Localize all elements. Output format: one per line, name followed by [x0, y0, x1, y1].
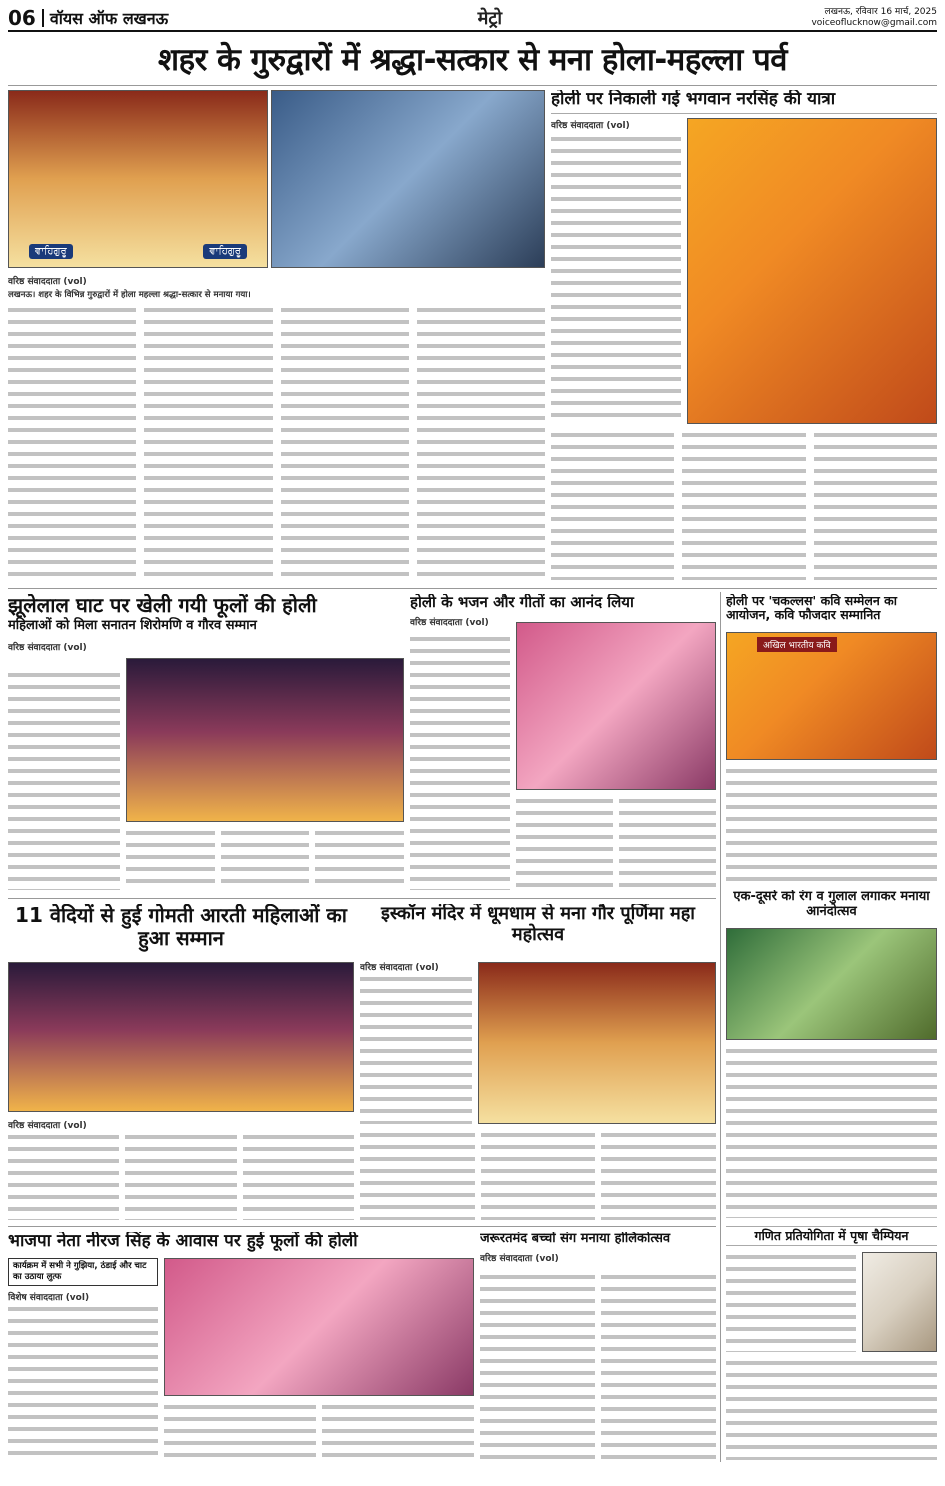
chakallas-story	[726, 594, 937, 884]
iskcon-photo	[478, 962, 716, 1124]
rang-photo	[726, 928, 937, 1040]
gurdwara-sign-left: ਵਾਹਿਗੁਰੂ	[29, 244, 73, 259]
iskcon-col-1	[360, 974, 472, 1124]
gomti-story	[8, 904, 354, 1222]
column-divider-right	[720, 592, 721, 1462]
bhajpa-col-3	[322, 1402, 474, 1462]
lead-headline: शहर के गुरुद्वारों में श्रद्धा-सत्कार से मना होला-महल्ला पर्व	[8, 32, 937, 86]
chakallas-banner: अखिल भारतीय कवि	[757, 637, 837, 652]
gomti-headline: 11 वेदियों से हुई गोमती आरती महिलाओं का हुआ सम्मान	[15, 904, 347, 950]
narsingh-col-1	[551, 134, 681, 424]
iskcon-col-4	[601, 1130, 716, 1220]
bhajan-col-2	[516, 796, 613, 890]
jhulelal-col-2	[126, 828, 215, 890]
gomti-photo	[8, 962, 354, 1112]
bhajpa-story	[8, 1232, 474, 1464]
bhajpa-subhead: कार्यक्रम में सभी ने गुझिया, ठंडाई और चाट का उठाया लुत्फ	[8, 1258, 158, 1286]
lead-column-3	[281, 305, 409, 584]
ganit-body	[726, 1358, 937, 1460]
jhulelal-headline: झूलेलाल घाट पर खेली गयी फूलों की होली	[8, 594, 317, 617]
chakallas-body	[726, 766, 937, 882]
iskcon-col-3	[481, 1130, 596, 1220]
bhajpa-col-1	[8, 1304, 158, 1462]
holikotsav-col-1	[480, 1272, 595, 1462]
jhulelal-subhead: महिलाओं को मिला सनातन शिरोमणि व गौरव सम्मान	[8, 618, 257, 633]
lead-byline: वरिष्ठ संवाददाता (vol)	[8, 277, 87, 287]
bhajpa-headline: भाजपा नेता नीरज सिंह के आवास पर हुई फूलों की होली	[8, 1232, 358, 1251]
bhajpa-photo	[164, 1258, 474, 1396]
lead-column-2	[144, 305, 272, 584]
gomti-byline: वरिष्ठ संवाददाता (vol)	[8, 1121, 87, 1131]
paper-name: वॉयस ऑफ लखनऊ	[49, 9, 169, 28]
row-divider-1	[8, 588, 937, 589]
narsingh-story	[551, 90, 937, 584]
iskcon-story	[360, 904, 716, 1222]
jhulelal-col-4	[315, 828, 404, 890]
lead-intro: लखनऊ। शहर के विभिन्न गुरुद्वारों में होला महल्ला श्रद्धा-सत्कार से मनाया गया।	[8, 290, 251, 300]
jhulelal-photo	[126, 658, 404, 822]
holikotsav-story	[480, 1232, 716, 1464]
chakallas-headline: होली पर 'चकल्लस' कवि सम्मेलन का आयोजन, कवि फौजदार सम्मानित	[726, 594, 898, 623]
jhulelal-col-3	[221, 828, 310, 890]
ganit-photo	[862, 1252, 937, 1352]
narsingh-photo	[687, 118, 937, 424]
narsingh-byline: वरिष्ठ संवाददाता (vol)	[551, 121, 630, 131]
iskcon-headline: इस्कॉन मंदिर में धूमधाम से मना गौर पूर्णिमा महा महोत्सव	[381, 904, 695, 945]
jhulelal-col-1	[8, 670, 120, 890]
email: voiceoflucknow@gmail.com	[811, 18, 937, 28]
iskcon-col-2	[360, 1130, 475, 1220]
bhajan-byline: वरिष्ठ संवाददाता (vol)	[410, 618, 489, 629]
holikotsav-headline: जरूरतमंद बच्चों संग मनाया होलिकोत्सव	[480, 1232, 671, 1246]
holikotsav-col-2	[601, 1272, 716, 1462]
narsingh-col-2	[551, 430, 674, 580]
masthead-divider	[42, 9, 44, 27]
lead-column-4	[417, 305, 545, 584]
ganit-story	[726, 1226, 937, 1462]
narsingh-col-4	[814, 430, 937, 580]
rang-headline: एक-दूसरे को रंग व गुलाल लगाकर मनाया आनंदोत्सव	[733, 890, 930, 919]
rang-body	[726, 1046, 937, 1218]
bhajan-story	[410, 594, 716, 894]
bhajan-headline: होली के भजन और गीतों का आनंद लिया	[410, 594, 634, 611]
row-divider-2	[8, 898, 716, 899]
ganit-headline: गणित प्रतियोगिता में पृषा चैम्पियन	[726, 1226, 937, 1246]
narsingh-headline: होली पर निकाली गई भगवान नरसिंह की यात्रा	[551, 90, 937, 114]
gurdwara-photo-1	[8, 90, 268, 268]
bhajan-photo	[516, 622, 716, 790]
chakallas-photo	[726, 632, 937, 760]
masthead	[8, 6, 937, 32]
gomti-col-1	[8, 1132, 119, 1220]
iskcon-byline: वरिष्ठ संवाददाता (vol)	[360, 963, 439, 973]
jhulelal-story	[8, 594, 404, 894]
page-grid	[8, 86, 937, 1466]
bhajpa-byline: विशेष संवाददाता (vol)	[8, 1293, 90, 1303]
bhajan-col-3	[619, 796, 716, 890]
rang-story	[726, 890, 937, 1220]
page-number: 06	[8, 6, 36, 30]
dateline: लखनऊ, रविवार 16 मार्च, 2025	[824, 7, 937, 17]
bhajpa-col-2	[164, 1402, 316, 1462]
narsingh-col-3	[682, 430, 805, 580]
gomti-col-2	[125, 1132, 236, 1220]
gomti-col-3	[243, 1132, 354, 1220]
row-divider-3	[8, 1226, 716, 1227]
holikotsav-byline: वरिष्ठ संवाददाता (vol)	[480, 1253, 559, 1264]
ganit-col-1	[726, 1252, 856, 1352]
bhajan-col-1	[410, 634, 510, 890]
gurdwara-photo-2	[271, 90, 545, 268]
jhulelal-byline: वरिष्ठ संवाददाता (vol)	[8, 642, 87, 653]
gurdwara-sign-right: ਵਾਹਿਗੁਰੂ	[203, 244, 247, 259]
lead-column-1	[8, 305, 136, 584]
section-name: मेट्रो	[477, 8, 503, 29]
lead-story-body	[8, 274, 545, 584]
